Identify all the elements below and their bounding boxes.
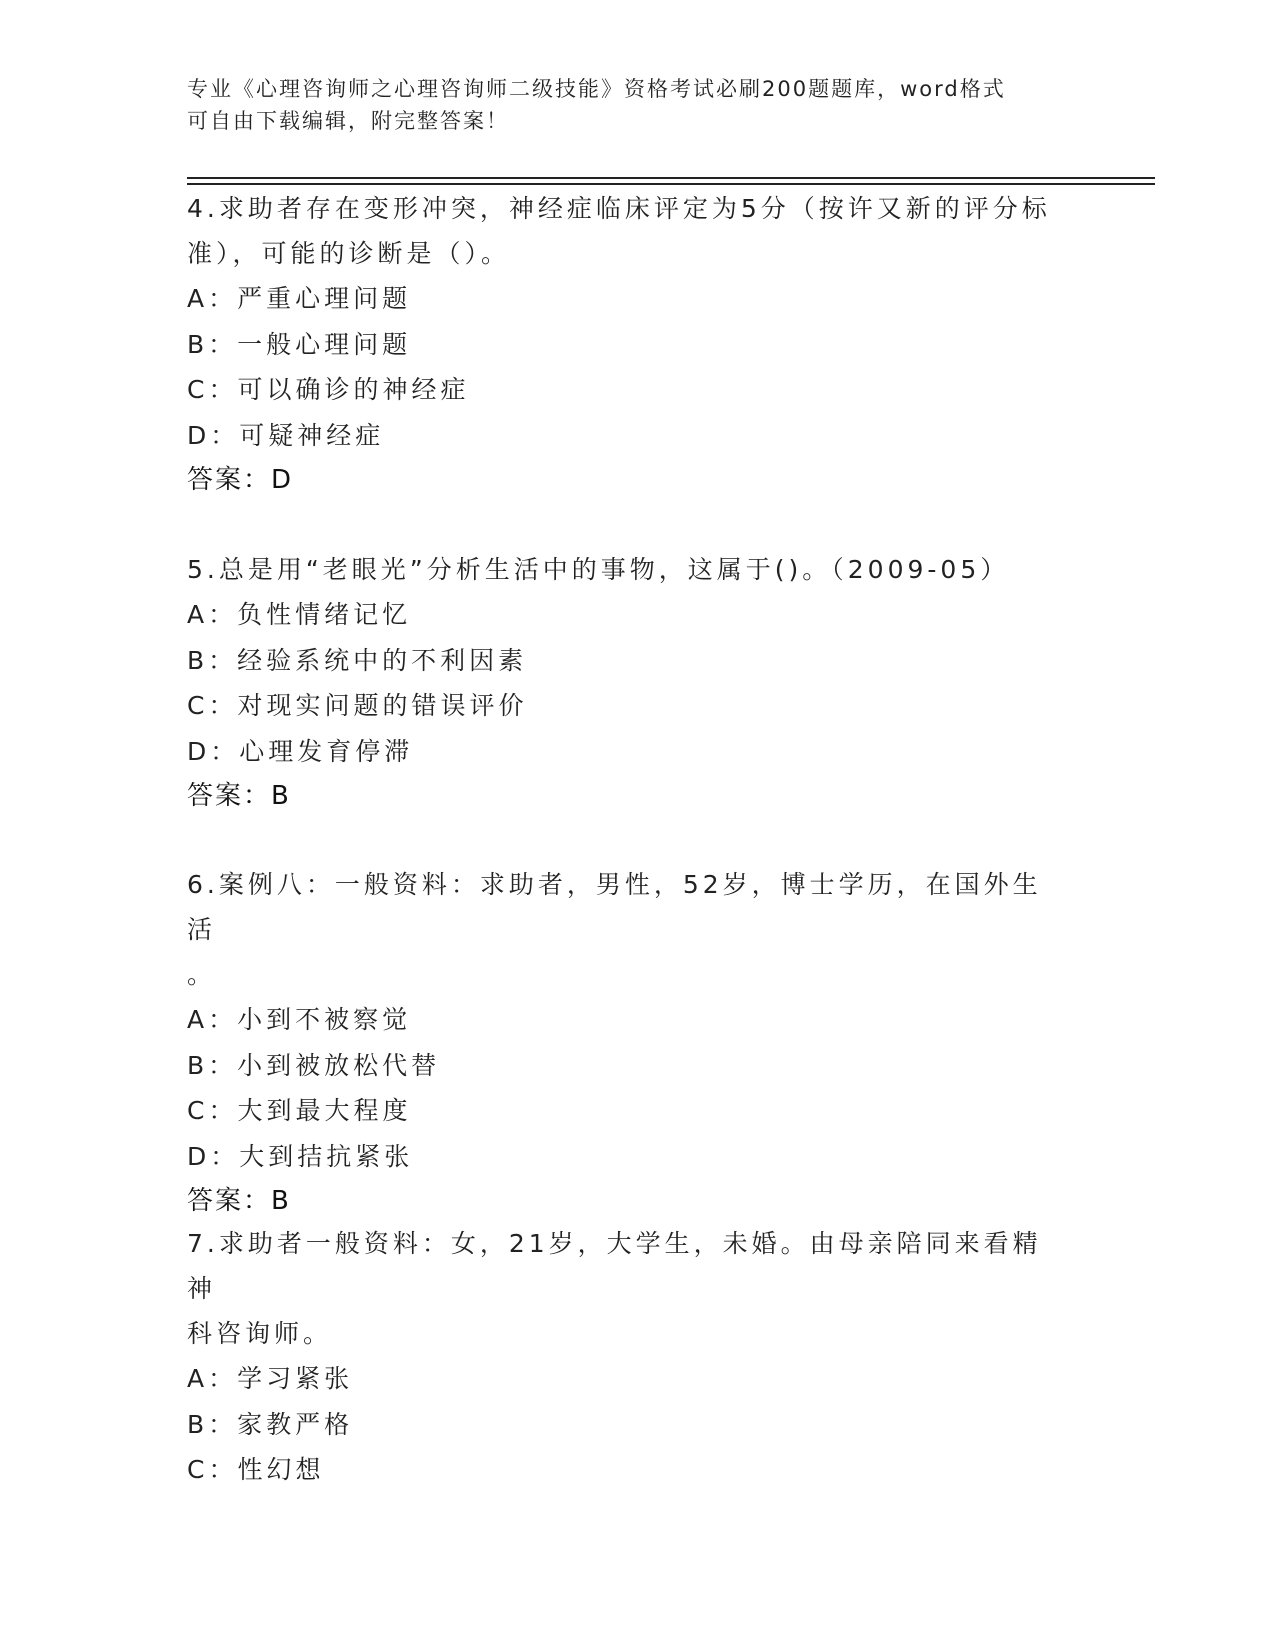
option-b: B：家教严格 xyxy=(187,1409,354,1439)
answer: 答案：B xyxy=(187,1186,291,1216)
option-b: B：一般心理问题 xyxy=(187,329,412,359)
option-b: B：小到被放松代替 xyxy=(187,1050,441,1080)
question-stem-line: 7.求助者一般资料：女，21岁，大学生，未婚。由母亲陪同来看精神 xyxy=(187,1229,1042,1303)
question-4 xyxy=(187,186,1067,503)
question-stem-line: 4.求助者存在变形冲突，神经症临床评定为5分（按许又新的评分标 xyxy=(187,194,1051,223)
option-c: C：性幻想 xyxy=(187,1455,325,1484)
option-a: A：严重心理问题 xyxy=(187,284,412,313)
option-d: D：大到拮抗紧张 xyxy=(187,1141,414,1171)
option-a: A：学习紧张 xyxy=(187,1364,354,1393)
option-c: C：大到最大程度 xyxy=(187,1096,412,1125)
header-rule-top xyxy=(187,177,1155,179)
question-stem-line: 。 xyxy=(187,960,217,989)
question-7 xyxy=(187,1221,1067,1493)
answer: 答案：B xyxy=(187,781,291,811)
option-c: C：对现实问题的错误评价 xyxy=(187,691,528,720)
option-d: D：可疑神经症 xyxy=(187,420,385,450)
question-stem-line: 科咨询师。 xyxy=(187,1319,333,1348)
header-rule-bottom xyxy=(187,183,1155,185)
header-line-2: 可自由下载编辑，附完整答案！ xyxy=(187,109,509,133)
option-c: C：可以确诊的神经症 xyxy=(187,375,470,404)
document-header xyxy=(187,73,1067,137)
question-6 xyxy=(187,862,1067,1224)
answer: 答案：D xyxy=(187,465,294,495)
option-a: A：小到不被察觉 xyxy=(187,1005,412,1034)
option-a: A：负性情绪记忆 xyxy=(187,600,412,629)
question-stem-line: 准），可能的诊断是（）。 xyxy=(187,239,511,268)
question-stem-line: 5.总是用“老眼光”分析生活中的事物，这属于()。（2009-05） xyxy=(187,555,1010,584)
question-5 xyxy=(187,547,1067,819)
header-line-1: 专业《心理咨询师之心理咨询师二级技能》资格考试必刷200题题库，word格式 xyxy=(187,77,1006,101)
option-b: B：经验系统中的不利因素 xyxy=(187,645,528,675)
question-stem-line: 6.案例八：一般资料：求助者，男性，52岁，博士学历，在国外生活 xyxy=(187,870,1042,944)
option-d: D：心理发育停滞 xyxy=(187,736,414,766)
